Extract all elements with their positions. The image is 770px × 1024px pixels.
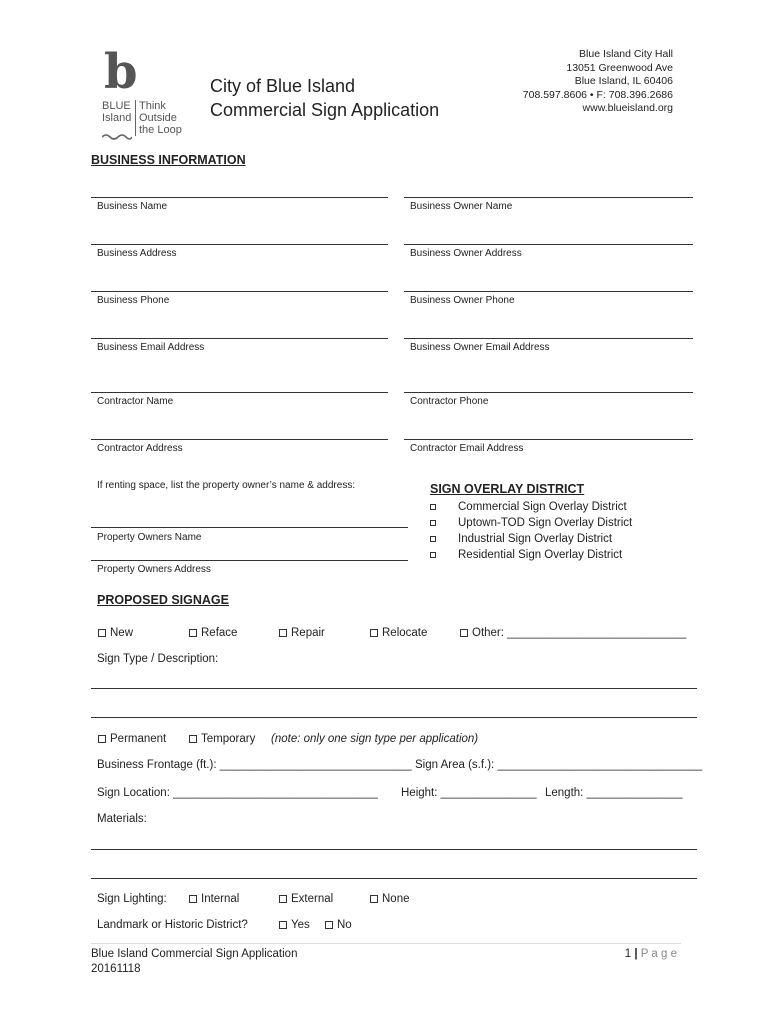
business-owner-email-line[interactable] <box>404 338 693 339</box>
sign-type-description-line-1[interactable] <box>91 688 697 689</box>
business-owner-address-label: Business Owner Address <box>410 248 522 259</box>
landmark-label: Landmark or Historic District? <box>97 919 248 931</box>
repair-checkbox[interactable] <box>279 629 287 637</box>
none-label: None <box>382 893 410 905</box>
overlay-option-label: Industrial Sign Overlay District <box>458 533 613 545</box>
page-separator: | <box>634 948 638 960</box>
business-email-line[interactable] <box>91 338 388 339</box>
length-field[interactable]: Length: _______________ <box>545 787 683 799</box>
external-label: External <box>291 893 334 905</box>
contractor-phone-label: Contractor Phone <box>410 396 489 407</box>
footer-doc-name: Blue Island Commercial Sign Application <box>91 948 298 960</box>
overlay-checkbox[interactable] <box>430 504 436 510</box>
no-checkbox[interactable] <box>325 921 333 929</box>
contractor-email-line[interactable] <box>404 439 693 440</box>
logo-slogan-3: the Loop <box>139 124 182 136</box>
relocate-label: Relocate <box>382 627 428 639</box>
overlay-option-label: Commercial Sign Overlay District <box>458 501 627 513</box>
logo-slogan-2: Outside <box>139 112 177 124</box>
contractor-email-label: Contractor Email Address <box>410 443 524 454</box>
renting-note: If renting space, list the property owner’s name & address: <box>97 480 356 491</box>
materials-line-1[interactable] <box>91 849 697 850</box>
materials-line-2[interactable] <box>91 878 697 879</box>
footer-divider <box>91 943 681 944</box>
work-option-reface[interactable] <box>189 627 237 639</box>
property-owner-address-label: Property Owners Address <box>97 564 211 575</box>
business-owner-phone-line[interactable] <box>404 291 693 292</box>
page-word: P a g e <box>640 948 677 960</box>
contractor-name-label: Contractor Name <box>97 396 174 407</box>
new-checkbox[interactable] <box>98 629 106 637</box>
lighting-option-none[interactable] <box>370 893 410 905</box>
materials-label: Materials: <box>97 813 147 825</box>
reface-label: Reface <box>201 627 238 639</box>
other-label: Other: ____________________________ <box>472 627 687 639</box>
height-field[interactable]: Height: _______________ <box>401 787 537 799</box>
other-checkbox[interactable] <box>460 629 468 637</box>
city-hall-address <box>523 48 673 116</box>
business-owner-address-line[interactable] <box>404 244 693 245</box>
address-line-5: www.blueisland.org <box>582 102 673 114</box>
page-number: 1 <box>624 948 632 960</box>
contractor-address-label: Contractor Address <box>97 443 183 454</box>
work-option-relocate[interactable] <box>370 627 427 639</box>
business-email-label: Business Email Address <box>97 342 205 353</box>
business-owner-email-label: Business Owner Email Address <box>410 342 550 353</box>
business-phone-label: Business Phone <box>97 295 170 306</box>
duration-option-permanent[interactable] <box>98 733 166 745</box>
internal-label: Internal <box>201 893 240 905</box>
external-checkbox[interactable] <box>279 895 287 903</box>
page-title-1: City of Blue Island <box>210 76 356 96</box>
none-checkbox[interactable] <box>370 895 378 903</box>
business-address-label: Business Address <box>97 248 177 259</box>
page-title-2: Commercial Sign Application <box>210 100 440 120</box>
address-line-1: Blue Island City Hall <box>579 48 673 60</box>
work-option-new[interactable] <box>98 627 133 639</box>
sign-type-description-label: Sign Type / Description: <box>97 653 219 665</box>
address-line-4: 708.597.8606 • F: 708.396.2686 <box>522 88 673 101</box>
relocate-checkbox[interactable] <box>370 629 378 637</box>
repair-label: Repair <box>291 627 325 639</box>
overlay-option-label: Residential Sign Overlay District <box>458 549 623 561</box>
business-owner-phone-label: Business Owner Phone <box>410 295 515 306</box>
internal-checkbox[interactable] <box>189 895 197 903</box>
logo-divider <box>135 100 136 136</box>
overlay-checkbox[interactable] <box>430 520 436 526</box>
property-owner-name-line[interactable] <box>91 527 408 528</box>
contractor-name-line[interactable] <box>91 392 388 393</box>
property-owner-name-label: Property Owners Name <box>97 532 202 543</box>
overlay-option[interactable] <box>430 531 632 547</box>
footer-page-number <box>625 948 677 960</box>
business-owner-name-label: Business Owner Name <box>410 201 513 212</box>
landmark-option-yes[interactable] <box>279 919 310 931</box>
work-option-other[interactable] <box>460 627 686 639</box>
overlay-option-list <box>430 499 632 563</box>
overlay-checkbox[interactable] <box>430 552 436 558</box>
permanent-label: Permanent <box>110 733 167 745</box>
logo-island-text: Island <box>102 112 132 124</box>
sign-type-description-line-2[interactable] <box>91 717 697 718</box>
new-label: New <box>110 627 134 639</box>
temporary-label: Temporary <box>201 733 256 745</box>
reface-checkbox[interactable] <box>189 629 197 637</box>
overlay-checkbox[interactable] <box>430 536 436 542</box>
business-address-line[interactable] <box>91 244 388 245</box>
business-phone-line[interactable] <box>91 291 388 292</box>
duration-note: (note: only one sign type per application) <box>271 733 479 745</box>
overlay-option[interactable] <box>430 515 632 531</box>
work-option-repair[interactable] <box>279 627 325 639</box>
business-owner-name-line[interactable] <box>404 197 693 198</box>
yes-label: Yes <box>291 919 310 931</box>
address-line-3: Blue Island, IL 60406 <box>574 75 673 87</box>
no-label: No <box>337 919 352 931</box>
lighting-option-external[interactable] <box>279 893 333 905</box>
contractor-address-line[interactable] <box>91 439 388 440</box>
sign-lighting-label: Sign Lighting: <box>97 893 167 905</box>
business-name-line[interactable] <box>91 197 388 198</box>
overlay-option[interactable] <box>430 499 632 515</box>
permanent-checkbox[interactable] <box>98 735 106 743</box>
logo-blue-text: BLUE <box>102 100 131 112</box>
overlay-option-label: Uptown-TOD Sign Overlay District <box>458 517 633 529</box>
logo-wave-icon <box>102 127 132 145</box>
temporary-checkbox[interactable] <box>189 735 197 743</box>
yes-checkbox[interactable] <box>279 921 287 929</box>
business-name-label: Business Name <box>97 201 168 212</box>
business-info-heading: BUSINESS INFORMATION <box>91 153 246 167</box>
overlay-option[interactable] <box>430 547 632 563</box>
logo-b-letter: b <box>104 44 138 100</box>
sign-area-field[interactable]: Sign Area (s.f.): ________________________________ <box>415 759 703 771</box>
property-owner-address-line[interactable] <box>91 560 408 561</box>
footer-doc-code: 20161118 <box>91 963 141 975</box>
contractor-phone-line[interactable] <box>404 392 693 393</box>
address-line-2: 13051 Greenwood Ave <box>566 61 673 74</box>
lighting-option-internal[interactable] <box>189 893 239 905</box>
duration-option-temporary[interactable] <box>189 733 255 745</box>
proposed-signage-heading: PROPOSED SIGNAGE <box>97 593 229 607</box>
sign-location-field[interactable]: Sign Location: ________________________________ <box>97 787 378 799</box>
city-logo <box>100 44 188 140</box>
business-frontage-field[interactable]: Business Frontage (ft.): ______________________________ <box>97 759 412 771</box>
overlay-heading: SIGN OVERLAY DISTRICT <box>430 482 585 496</box>
landmark-option-no[interactable] <box>325 919 352 931</box>
logo-slogan-1: Think <box>139 100 166 112</box>
